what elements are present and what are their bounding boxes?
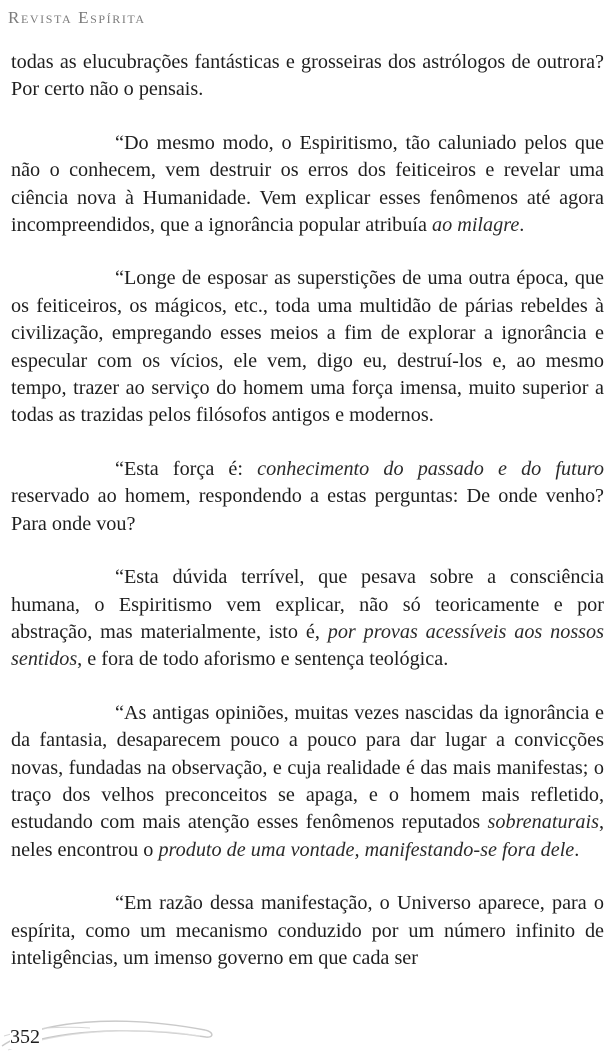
text-span: . <box>574 838 580 861</box>
paragraph-2 <box>11 265 604 429</box>
paragraph-6 <box>11 890 604 972</box>
page-number: 352 <box>10 1026 40 1048</box>
text-span: , e fora de todo aforismo e sentença teológica. <box>77 648 449 671</box>
paragraph-0 <box>11 49 604 104</box>
page-body <box>11 49 604 998</box>
italic-span: ao milagre <box>432 214 520 237</box>
text-span: “As antigas opiniões, muitas vezes nascidas da ignorância e da fantasia, desaparecem pouco a pouco para dar lugar a convicções novas, fundadas na observação, e cuja realidade é das mais manifestas; o traço dos velhos preconceitos se apaga, e o homem mais refletido, estudando com mais atenção esses fenômenos reputados <box>11 701 604 834</box>
text-span: . <box>519 214 525 237</box>
text-span: reservado ao homem, respondendo a estas perguntas: De onde venho? Para onde vou? <box>11 485 604 535</box>
italic-span: sobrenaturais <box>487 811 599 834</box>
running-head-title: Revista Espírita <box>8 8 146 27</box>
italic-span: produto de uma vontade, manifestando-se fora dele <box>158 838 575 861</box>
text-span: “Esta força é: <box>115 457 258 480</box>
italic-span: conhecimento do passado e do futuro <box>257 457 605 480</box>
italic-span: por provas acessíveis aos nossos sentidos <box>11 620 604 671</box>
text-span: “Esta dúvida terrível, que pesava sobre a consciência humana, o Espiritismo vem explicar, não só teoricamente e por abstração, mas materialmente, isto é, <box>11 566 604 643</box>
text-span: , neles encontrou o <box>11 811 604 861</box>
text-span: todas as elucubrações fantásticas e grosseiras dos astrólogos de outrora? Por certo não o pensais. <box>11 51 604 101</box>
text-span: “Do mesmo modo, o Espiritismo, tão caluniado pelos que não o conhecem, vem destruir os erros dos feiticeiros e revelar uma ciência nova à Humanidade. Vem explicar esses fenômenos até agora incompreendidos, que a ignorância popular atribuía <box>11 131 604 237</box>
text-span: “Em razão dessa manifestação, o Universo aparece, para o espírita, como um mecanismo conduzido por um número infinito de inteligências, um imenso governo em que cada ser <box>11 892 604 969</box>
paragraph-4 <box>11 564 604 674</box>
paragraph-5 <box>11 700 604 864</box>
paragraph-1 <box>11 130 604 240</box>
paragraph-3 <box>11 456 604 538</box>
text-span: “Longe de esposar as superstições de uma outra época, que os feiticeiros, os mágicos, etc., toda uma multidão de párias rebeldes à civilização, empregando esses meios a fim de explorar a ignorância e especular com os vícios, ele vem, digo eu, destruí-los e, ao mesmo tempo, trazer ao serviço do homem uma força imensa, muito superior a todas as trazidas pelos filósofos antigos e modernos. <box>11 267 604 427</box>
